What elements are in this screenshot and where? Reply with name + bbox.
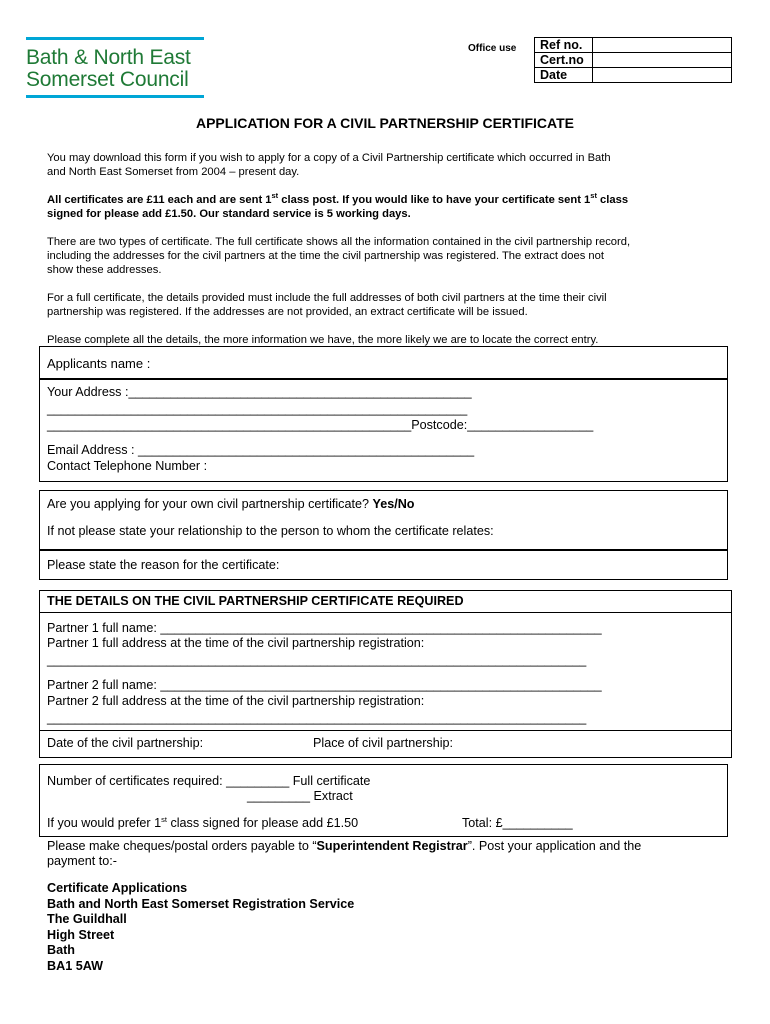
number-extract-field[interactable]: _________ Extract [247, 789, 353, 803]
intro-paragraph-4 [47, 291, 727, 319]
relationship-field[interactable]: If not please state your relationship to the person to whom the certificate relates: [47, 524, 494, 538]
partnership-details-box [39, 590, 732, 758]
address-line: The Guildhall [47, 912, 127, 927]
address-line: BA1 5AW [47, 958, 103, 973]
email-field[interactable]: Email Address : ________________________________________________ [47, 443, 475, 457]
intro-paragraph-5: Please complete all the details, the more information we have, the more likely we are to locate the correct entry. [47, 334, 599, 346]
address-postcode-line[interactable]: ____________________________________________________Postcode:__________________ [47, 418, 594, 432]
details-heading-divider [39, 612, 732, 613]
reason-divider [39, 549, 728, 551]
reason-field[interactable]: Please state the reason for the certificate: [47, 558, 280, 572]
address-line: High Street [47, 927, 115, 942]
address-field-line-2[interactable]: ____________________________________________________________ [47, 402, 468, 416]
partner-1-name-field[interactable]: Partner 1 full name: _______________________________________________________________ [47, 621, 602, 635]
number-full-certificate-field[interactable]: Number of certificates required: _________ Full certificate [47, 774, 371, 788]
date-place-divider [39, 730, 732, 731]
intro-p1-line-2: and North East Somerset from 2004 – present day. [47, 166, 300, 178]
council-logo-line-2: Somerset Council [26, 68, 189, 91]
logo-top-bar [26, 37, 204, 40]
signed-for-note: If you would prefer 1st class signed for please add £1.50 [47, 815, 359, 830]
ref-no-field[interactable] [593, 38, 732, 53]
partner-2-address-label: Partner 2 full address at the time of the civil partnership registration: [47, 694, 425, 708]
ref-no-label: Ref no. [535, 38, 593, 53]
address-line: Bath and North East Somerset Registration Service [47, 896, 355, 911]
applicant-name-field[interactable]: Applicants name : [47, 356, 151, 371]
page-title: APPLICATION FOR A CIVIL PARTNERSHIP CERTIFICATE [195, 115, 574, 131]
total-field[interactable]: Total: £__________ [462, 816, 573, 830]
details-heading: THE DETAILS ON THE CIVIL PARTNERSHIP CERTIFICATE REQUIRED [47, 594, 464, 608]
intro-p4-line-1: For a full certificate, the details provided must include the full addresses of both civil partners at the time their civil [47, 292, 607, 304]
intro-p4-line-2: partnership was registered. If the addresses are not provided, an extract certificate will be issued. [47, 306, 528, 318]
council-logo-line-1: Bath & North East [26, 46, 191, 69]
applicant-name-divider [39, 378, 728, 380]
intro-p3-line-3: show these addresses. [47, 264, 162, 276]
logo-bottom-bar [26, 95, 204, 98]
address-field-line-1[interactable]: Your Address :_________________________________________________ [47, 385, 472, 399]
own-certificate-question: Are you applying for your own civil partnership certificate? Yes/No [47, 497, 415, 511]
date-field[interactable] [593, 68, 732, 83]
partner-1-address-field[interactable]: _____________________________________________________________________________ [47, 653, 587, 667]
office-use-table [534, 37, 732, 83]
office-use-label: Office use [468, 43, 517, 54]
partner-2-name-field[interactable]: Partner 2 full name: _______________________________________________________________ [47, 678, 602, 692]
postal-address [47, 881, 354, 975]
cert-no-field[interactable] [593, 53, 732, 68]
partner-1-address-label: Partner 1 full address at the time of the civil partnership registration: [47, 636, 425, 650]
date-label: Date [535, 68, 593, 83]
intro-p2-line-2: signed for please add £1.50. Our standard service is 5 working days. [47, 208, 411, 220]
intro-paragraph-1 [47, 151, 727, 179]
telephone-field[interactable]: Contact Telephone Number : [47, 459, 208, 473]
intro-p3-line-1: There are two types of certificate. The full certificate shows all the information contained in the civil partnership record, [47, 236, 631, 248]
payment-line-2: payment to:- [47, 854, 117, 868]
partnership-date-field[interactable]: Date of the civil partnership: [47, 736, 204, 750]
payment-line-1: Please make cheques/postal orders payable to “Superintendent Registrar”. Post your application and the [47, 839, 642, 853]
address-line: Certificate Applications [47, 881, 188, 895]
intro-paragraph-2 [47, 193, 727, 221]
cert-no-label: Cert.no [535, 53, 593, 68]
yes-no-choice[interactable]: Yes/No [372, 497, 415, 511]
intro-paragraph-3 [47, 235, 727, 277]
intro-p2-line-1: All certificates are £11 each and are sent 1st class post. If you would like to have your certificate sent 1st class [47, 191, 629, 206]
partner-2-address-field[interactable]: _____________________________________________________________________________ [47, 711, 587, 725]
partnership-place-field[interactable]: Place of civil partnership: [313, 736, 453, 750]
intro-p3-line-2: including the addresses for the civil partners at the time the civil partnership was registered. The extract does not [47, 250, 604, 262]
payment-instructions [47, 839, 737, 869]
address-line: Bath [47, 943, 75, 958]
intro-p1-line-1: You may download this form if you wish to apply for a copy of a Civil Partnership certificate which occurred in Bath [47, 152, 611, 164]
